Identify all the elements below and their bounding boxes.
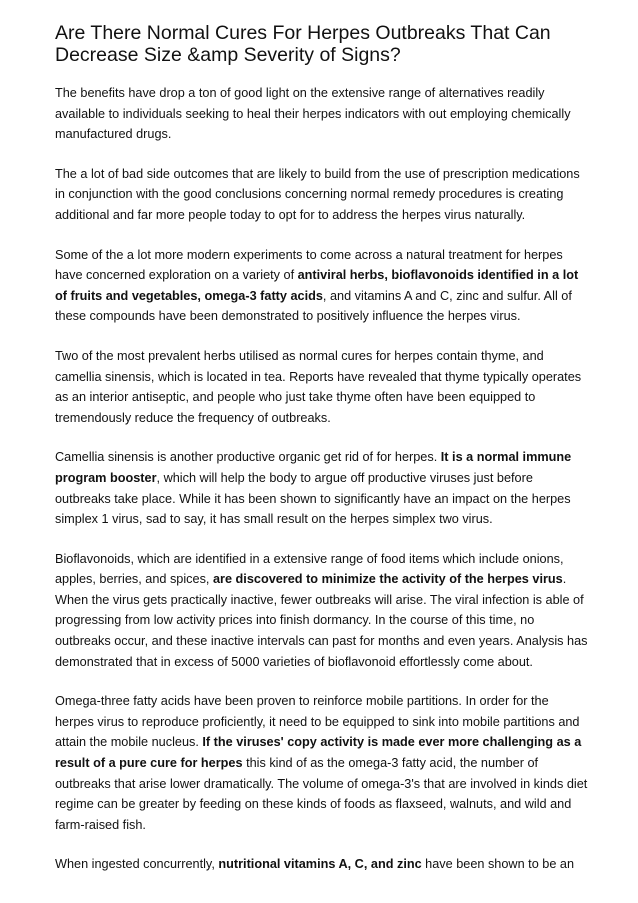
body-paragraph (55, 164, 590, 226)
text-run: Omega-three fatty acids have been proven to reinforce mobile partitions. In order for the herpes virus to reproduce proficiently, it need to be equipped to sink into mobile partitions and attain the mobile nucleus. (55, 694, 580, 750)
body-paragraph (55, 245, 590, 327)
text-run: . When the virus gets practically inactive, fewer outbreaks will arise. The viral infection is able of progressing from low activity prices into finish dormancy. In the course of this time, no outbreaks occur, and these inactive intervals can past for months and even years. Analysis has demonstrated that in excess of 5000 varieties of bioflavonoid effortlessly come about. (55, 572, 588, 669)
body-paragraph (55, 549, 590, 673)
text-run: Some of the a lot more modern experiments to come across a natural treatment for herpes have concerned exploration on a variety of (55, 247, 563, 283)
text-run: Two of the most prevalent herbs utilised as normal cures for herpes contain thyme, and camellia sinensis, which is located in tea. Reports have revealed that thyme typically operates as an interior antiseptic, and people who just take thyme often have been equipped to tremendously reduce the frequency of outbreaks. (55, 348, 582, 425)
text-run: , and vitamins A and C, zinc and sulfur. All of these compounds have been demonstrated to positively influence the herpes virus. (55, 288, 572, 324)
text-run: The a lot of bad side outcomes that are likely to build from the use of prescription medications in conjunction with the good conclusions concerning normal remedy procedures is creating additional and far more people today to opt for to address the herpes virus naturally. (55, 166, 580, 222)
body-paragraph (55, 854, 590, 875)
body-paragraph (55, 346, 590, 428)
text-run: have been shown to be an (421, 857, 575, 872)
bold-text: antiviral herbs, bioflavonoids identified in a lot of fruits and vegetables, omega-3 fatty acids (55, 268, 579, 303)
text-run: Camellia sinensis is another productive organic get rid of for herpes. (55, 450, 441, 465)
text-run: When ingested concurrently, (55, 857, 219, 872)
text-run: The benefits have drop a ton of good light on the extensive range of alternatives readily available to individuals seeking to heal their herpes indicators with out employing chemically manufactured drugs. (55, 86, 571, 142)
text-run: , which will help the body to argue off productive viruses just before outbreaks take place. While it has been shown to significantly have an impact on the herpes simplex 1 virus, sad to say, it has small result on the herpes simplex two virus. (55, 470, 571, 527)
body-paragraph (55, 447, 590, 529)
text-run: this kind of as the omega-3 fatty acid, the number of outbreaks that arise lower dramatically. The volume of omega-3's that are involved in kinds diet regime can be greater by feeding on these kinds of foods as flaxseed, walnuts, and wild and farm-raised fish. (55, 756, 588, 832)
document-title: Are There Normal Cures For Herpes Outbreaks That Can Decrease Size &amp Severity of Signs? (55, 22, 551, 66)
body-paragraph (55, 83, 590, 145)
document-page (55, 22, 590, 894)
document-body (55, 83, 590, 875)
bold-text: It is a normal immune program booster (55, 450, 572, 485)
body-paragraph (55, 691, 590, 835)
bold-text: If the viruses' copy activity is made ever more challenging as a result of a pure cure for herpes (55, 735, 582, 771)
bold-text: nutritional vitamins A, C, and zinc (218, 857, 422, 872)
bold-text: are discovered to minimize the activity of the herpes virus (212, 572, 563, 587)
text-run: Bioflavonoids, which are identified in a extensive range of food items which include onions, apples, berries, and spices, (55, 551, 564, 587)
